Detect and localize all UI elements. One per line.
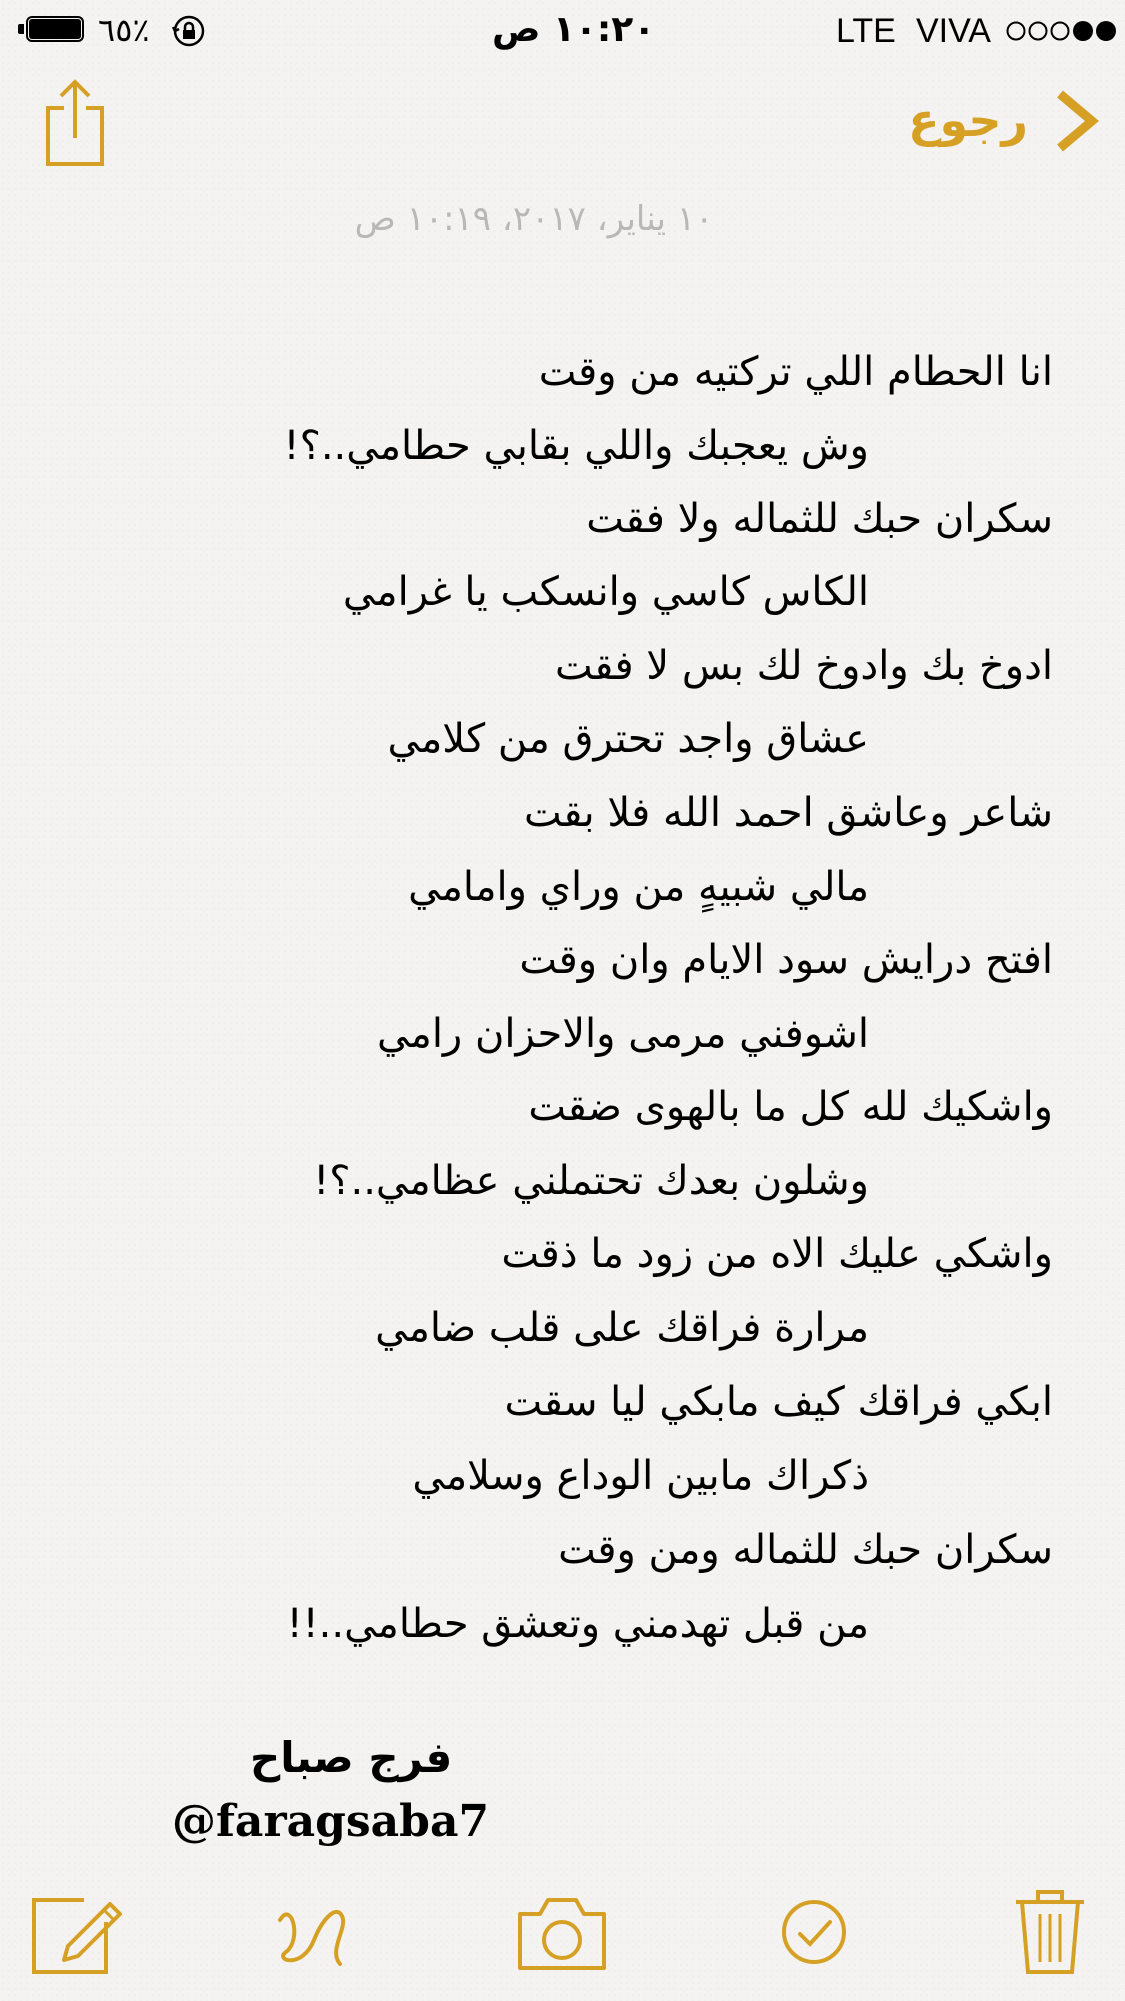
poem-line: الكاس كاسي وانسكب يا غرامي xyxy=(342,569,869,615)
battery-percent: ٪٦٥ xyxy=(98,11,150,49)
poem-line: مالي شبيهٍ من وراي وامامي xyxy=(408,864,869,910)
poem-line: وشلون بعدك تحتملني عظامي..؟! xyxy=(313,1158,869,1204)
note-date-text: ١٠ يناير، ٢٠١٧، ١٠:١٩ ص xyxy=(354,199,714,239)
poem-line: واشكيك لله كل ما بالهوى ضقت xyxy=(528,1084,1053,1130)
poem-line: مرارة فراقك على قلب ضامي xyxy=(375,1305,869,1351)
poem-line: شاعر وعاشق احمد الله فلا بقت xyxy=(523,790,1053,836)
signature-handle: @faragsaba7 xyxy=(172,1796,490,1847)
poem-line: سكران حبك للثماله ومن وقت xyxy=(558,1527,1053,1573)
poem-line: ابكي فراقك كيف مابكي ليا سقت xyxy=(504,1379,1053,1425)
poem-line: افتح درايش سود الايام وان وقت xyxy=(519,937,1053,983)
poem-line: انا الحطام اللي تركتيه من وقت xyxy=(538,349,1053,395)
bottom-toolbar xyxy=(0,1880,1125,1990)
back-label: رجوع xyxy=(908,93,1028,147)
signature-name: فرج صباح xyxy=(250,1733,453,1782)
compose-icon[interactable] xyxy=(28,1880,128,1980)
sketch-icon[interactable] xyxy=(262,1880,362,1980)
network-type: LTE xyxy=(836,12,896,50)
trash-icon[interactable] xyxy=(1000,1880,1100,1980)
poem-line: سكران حبك للثماله ولا فقت xyxy=(586,496,1053,542)
poem-line: اشوفني مرمى والاحزان رامي xyxy=(377,1011,869,1057)
poem-line: واشكي عليك الاه من زود ما ذقت xyxy=(501,1231,1053,1277)
poem-line: ذكراك مابين الوداع وسلامي xyxy=(412,1453,869,1499)
poem-line: وش يعجبك واللي بقابي حطامي..؟! xyxy=(283,423,869,469)
camera-icon[interactable] xyxy=(512,1880,612,1980)
poem-line: من قبل تهدمني وتعشق حطامي..!! xyxy=(286,1601,869,1647)
carrier-name: VIVA xyxy=(916,12,991,50)
checklist-icon[interactable] xyxy=(764,1880,864,1980)
status-time: ١٠:٢٠ ص xyxy=(492,9,656,50)
poem-line: عشاق واجد تحترق من كلامي xyxy=(387,716,869,762)
poem-line: ادوخ بك وادوخ لك بس لا فقت xyxy=(554,643,1053,689)
